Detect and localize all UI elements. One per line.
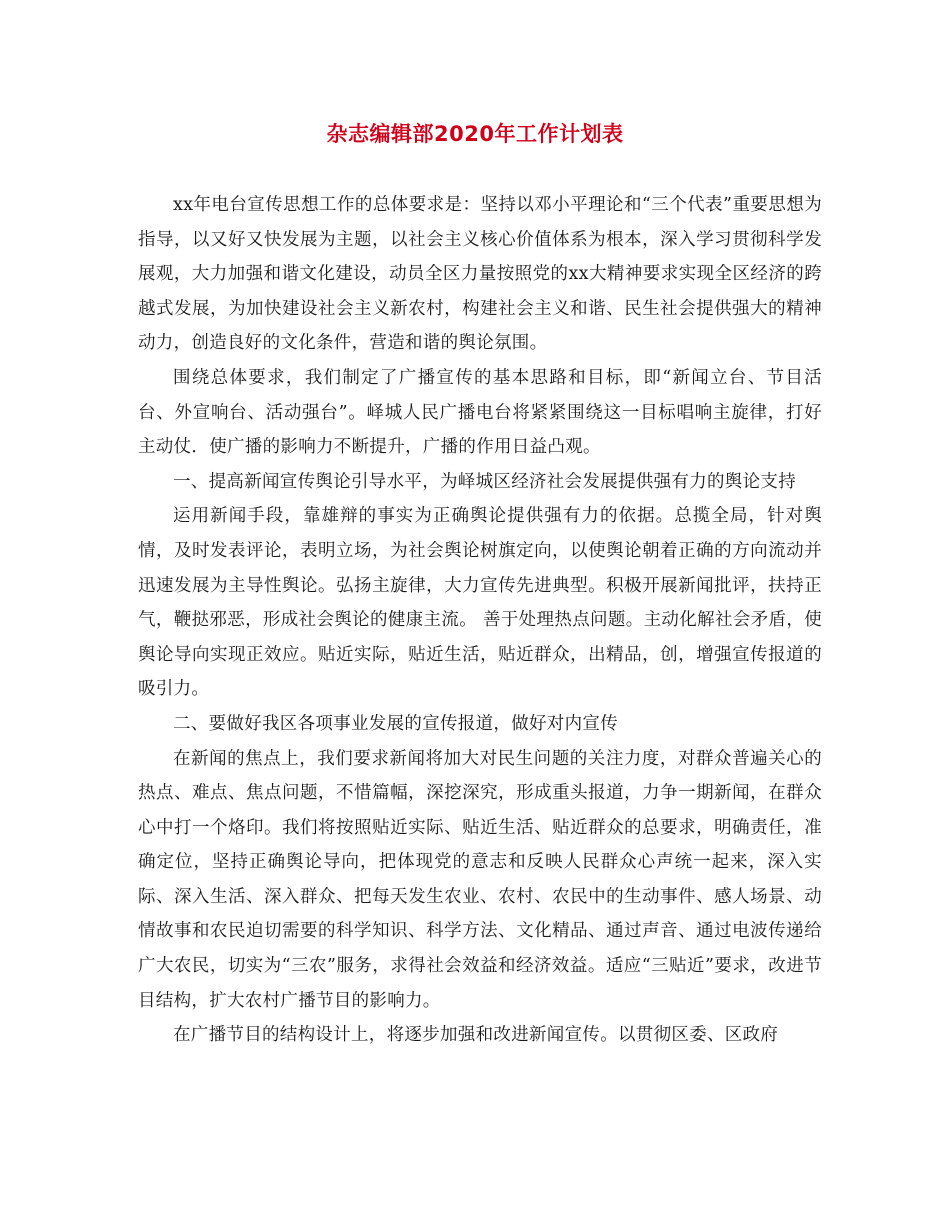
paragraph: xx年电台宣传思想工作的总体要求是：坚持以邓小平理论和“三个代表”重要思想为指导，以又好又快发展为主题，以社会主义核心价值体系为根本，深入学习贯彻科学发展观，大力加强和谐文化建设，动员全区力量按照党的xx大精神要求实现全区经济的跨越式发展，为加快建设社会主义新农村，构建社会主义和谐、民生社会提供强大的精神动力，创造良好的文化条件，营造和谐的舆论氛围。	[138, 195, 822, 354]
paragraph: 在新闻的焦点上，我们要求新闻将加大对民生问题的关注力度，对群众普遍关心的热点、难点、焦点问题，不惜篇幅，深挖深究，形成重头报道，力争一期新闻，在群众心中打一个烙印。我们将按照贴近实际、贴近生活、贴近群众的总要求，明确责任，准确定位，坚持正确舆论导向，把体现党的意志和反映人民群众心声统一起来，深入实际、深入生活、深入群众、把每天发生农业、农村、农民中的生动事件、感人场景、动情故事和农民迫切需要的科学知识、科学方法、文化精品、通过声音、通过电波传递给广大农民，切实为“三农”服务，求得社会效益和经济效益。适应“三贴近”要求，改进节目结构，扩大农村广播节目的影响力。	[138, 748, 822, 1011]
section-heading: 一、提高新闻宣传舆论引导水平，为峄城区经济社会发展提供强有力的舆论支持	[173, 471, 796, 492]
paragraph: 在广播节目的结构设计上，将逐步加强和改进新闻宣传。以贯彻区委、区政府	[173, 1025, 779, 1046]
paragraph: 围绕总体要求，我们制定了广播宣传的基本思路和目标，即“新闻立台、节目活台、外宣响台、活动强台”。峄城人民广播电台将紧紧围绕这一目标唱响主旋律，打好主动仗．使广播的影响力不断提升，广播的作用日益凸观。	[138, 367, 822, 458]
document-title: 杂志编辑部2020年工作计划表	[326, 122, 624, 146]
section-heading: 二、要做好我区各项事业发展的宣传报道，做好对内宣传	[173, 713, 618, 734]
paragraph: 运用新闻手段，靠雄辩的事实为正确舆论提供强有力的依据。总揽全局，针对舆情，及时发表评论，表明立场，为社会舆论树旗定向，以使舆论朝着正确的方向流动并迅速发展为主导性舆论。弘扬主旋律，大力宣传先进典型。积极开展新闻批评，扶持正气，鞭挞邪恶，形成社会舆论的健康主流。 善于处理热点问题。主动化解社会矛盾，使舆论导向实现正效应。贴近实际，贴近生活，贴近群众，出精品，创，增强宣传报道的吸引力。	[138, 506, 822, 700]
document-body	[138, 188, 822, 1053]
